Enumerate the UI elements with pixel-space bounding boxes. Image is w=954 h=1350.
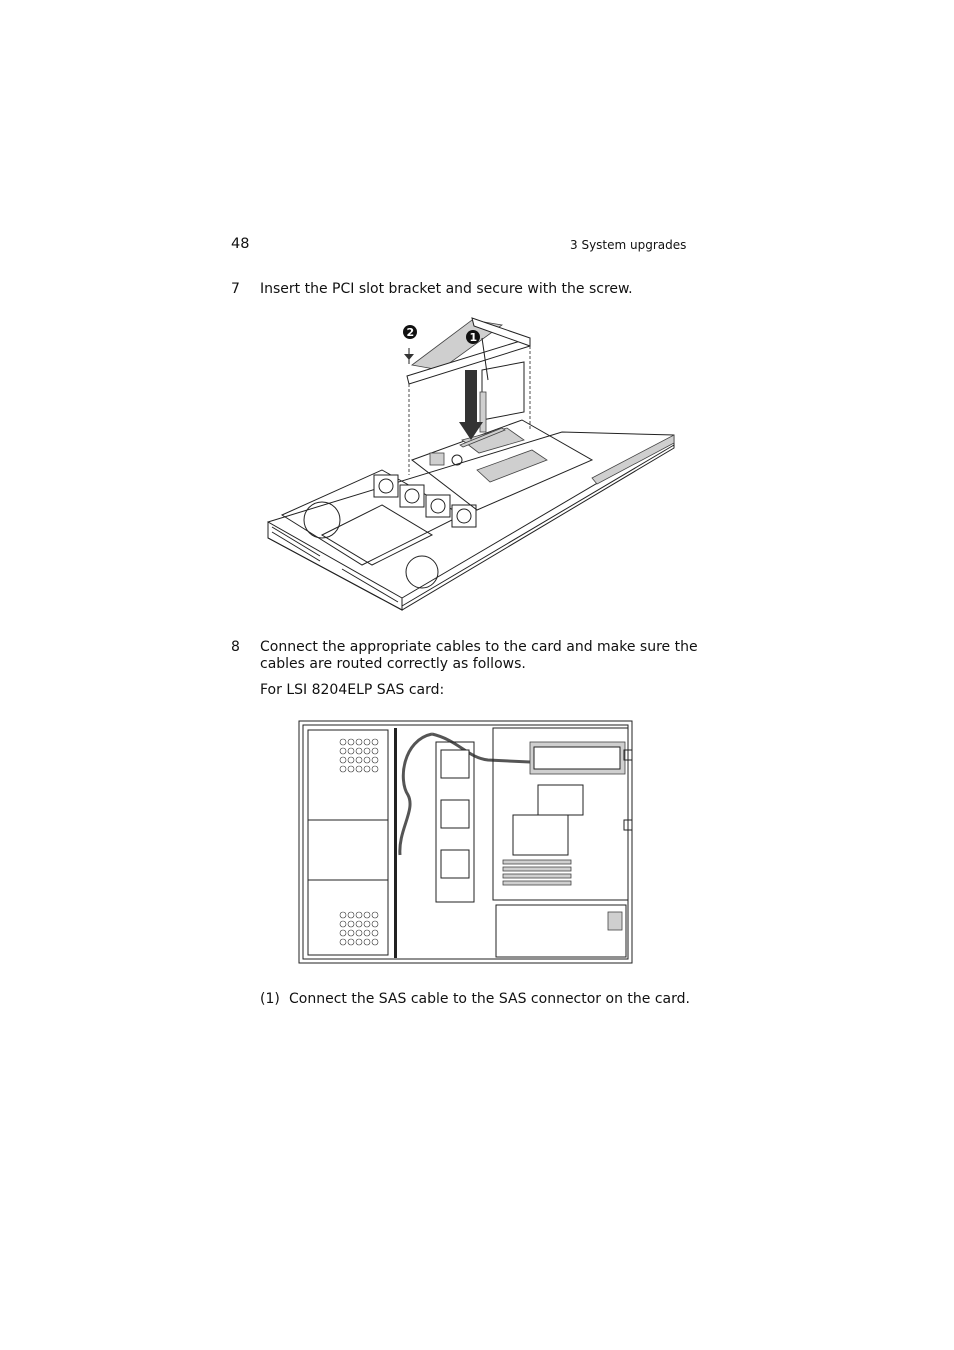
step-number: 7 — [231, 281, 240, 297]
step-text: Insert the PCI slot bracket and secure with the screw. — [260, 281, 633, 297]
callout-2-label: 2 — [406, 326, 415, 339]
pci-bracket-install-illustration — [262, 310, 678, 615]
card-label: For LSI 8204ELP SAS card: — [260, 682, 445, 698]
running-header: 3 System upgrades — [570, 238, 687, 252]
sas-card-cabling-illustration — [298, 720, 648, 966]
callout-1-label: 1 — [469, 331, 478, 344]
substep-number: (1) — [260, 991, 280, 1007]
page-number: 48 — [231, 236, 250, 252]
step-text: Connect the appropriate cables to the card and make sure the cables are routed correctly as follows. — [260, 639, 698, 672]
step-number: 8 — [231, 639, 240, 655]
substep-text: Connect the SAS cable to the SAS connector on the card. — [289, 991, 690, 1007]
